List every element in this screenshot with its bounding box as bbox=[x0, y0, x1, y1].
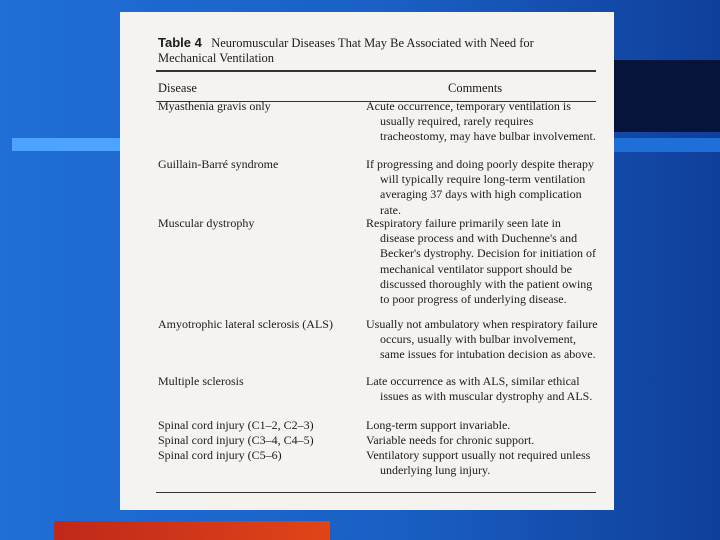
table-title bbox=[158, 35, 598, 51]
right-dark-block bbox=[612, 60, 720, 132]
comment-cell: Respiratory failure primarily seen late in disease process and with Duchenne's and Becker's dystrophy. Decision for initiation of mechanical ventilator support should be discussed thoroughly with the patient owing to poor progress of underlying disease. bbox=[366, 216, 597, 307]
disease-cell: Spinal cord injury (C3–4, C4–5) bbox=[158, 433, 314, 447]
top-rule bbox=[156, 70, 596, 72]
disease-cell: Spinal cord injury (C1–2, C2–3) bbox=[158, 418, 314, 432]
bottom-accent-bar bbox=[54, 521, 330, 540]
comment-cell: Usually not ambulatory when respiratory failure occurs, usually with bulbar involvement, same issues for intubation decision as above. bbox=[366, 317, 598, 362]
disease-cell: Guillain-Barré syndrome bbox=[158, 157, 279, 171]
disease-cell: Myasthenia gravis only bbox=[158, 99, 271, 113]
comment-cell: Variable needs for chronic support. bbox=[366, 433, 535, 447]
comment-cell: If progressing and doing poorly despite therapy will typically require long-term ventilation averaging 37 days with high complication rate. bbox=[366, 157, 594, 217]
disease-cell: Spinal cord injury (C5–6) bbox=[158, 448, 282, 462]
right-accent-stripe bbox=[612, 138, 720, 152]
left-accent-bar bbox=[12, 138, 130, 151]
disease-cell: Muscular dystrophy bbox=[158, 216, 255, 230]
header-disease: Disease bbox=[158, 81, 197, 95]
header-comments: Comments bbox=[448, 81, 503, 95]
table-label: Table 4 bbox=[158, 35, 202, 50]
comment-cell: Late occurrence as with ALS, similar ethical issues as with muscular dystrophy and ALS. bbox=[366, 374, 593, 404]
table-title-text: Neuromuscular Diseases That May Be Associated with Need for bbox=[211, 36, 534, 50]
scanned-table-page bbox=[120, 12, 614, 510]
comment-cell: Ventilatory support usually not required unless underlying lung injury. bbox=[366, 448, 591, 478]
bottom-rule bbox=[156, 492, 596, 493]
comment-cell: Acute occurrence, temporary ventilation is usually required, rarely requires tracheostomy, may have bulbar involvement. bbox=[366, 99, 596, 144]
disease-cell: Multiple sclerosis bbox=[158, 374, 244, 388]
comment-cell: Long-term support invariable. bbox=[366, 418, 511, 432]
table-subtitle: Mechanical Ventilation bbox=[158, 51, 275, 65]
disease-cell: Amyotrophic lateral sclerosis (ALS) bbox=[158, 317, 333, 331]
